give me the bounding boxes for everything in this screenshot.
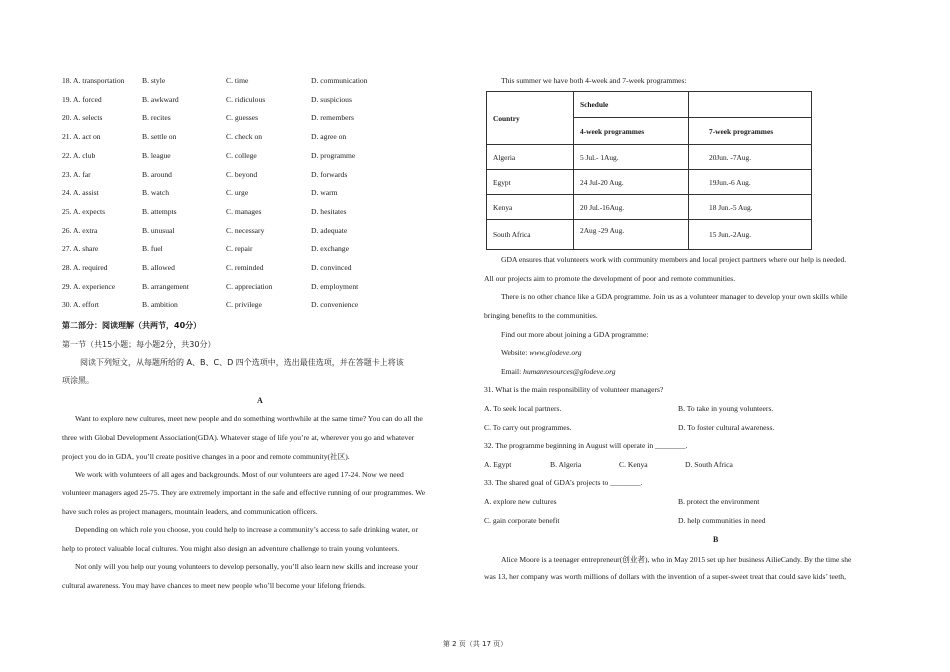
schedule-table bbox=[486, 91, 812, 250]
choice: A. To seek local partners. bbox=[484, 404, 562, 413]
passage-line: We work with volunteers of all ages and backgrounds. Most of our volunteers are aged 17-24. Now we need bbox=[75, 469, 404, 479]
empty-header-cell bbox=[689, 92, 812, 118]
subsection-title: 第一节（共15小题；每小题2分，共30分） bbox=[62, 340, 216, 349]
option-row: 19. A. forced B. awkward C. ridiculous D. suspicious bbox=[62, 94, 352, 104]
option-row: 29. A. experience B. arrangement C. appreciation D. employment bbox=[62, 281, 359, 291]
passage-line: Depending on which role you choose, you could help to increase a community’s access to safe drinking water, or bbox=[75, 525, 419, 534]
option-row: 27. A. share B. fuel C. repair D. exchange bbox=[62, 244, 349, 254]
option-row: 22. A. club B. league C. college D. programme bbox=[62, 150, 356, 160]
option-row: 28. A. required B. allowed C. reminded D. convinced bbox=[62, 263, 352, 272]
table-intro: This summer we have both 4-week and 7-week programmes: bbox=[501, 76, 687, 85]
passage-line: help to protect valuable local cultures. You might also design an adventure challenge to train young volunteers. bbox=[62, 543, 400, 553]
col-7week-header: 7-week programmes bbox=[689, 118, 812, 145]
paragraph-line: There is no other chance like a GDA programme. Join us as a volunteer manager to develop your own skills while bbox=[501, 292, 848, 301]
instruction: 项涂黑。 bbox=[62, 376, 94, 385]
schedule-header: Schedule bbox=[574, 92, 689, 118]
option-row: 24. A. assist B. watch C. urge D. warm bbox=[62, 188, 338, 198]
table-row: Algeria 5 Jul.- 1Aug. 20Jun. -7Aug. bbox=[487, 145, 812, 170]
passage-line: volunteer managers aged 25-75. They are extremely important in the safe and effective running of our programmes. We bbox=[62, 488, 426, 497]
passage-line: cultural awareness. You may have chances to meet new people who’ll become your lifelong friends. bbox=[62, 580, 366, 590]
choice: C. Kenya bbox=[619, 460, 648, 469]
choice: D. help communities in need bbox=[678, 516, 766, 525]
page-footer: 第 2 页（共 17 页） bbox=[442, 640, 508, 648]
paragraph-line: Find out more about joining a GDA programme: bbox=[501, 330, 649, 339]
option-row: 18. A. transportation B. style C. time D. communication bbox=[62, 76, 368, 85]
choice: A. Egypt bbox=[484, 460, 512, 469]
choice: B. To take in young volunteers. bbox=[678, 404, 774, 413]
choice: A. explore new cultures bbox=[484, 497, 557, 506]
question-33: 33. The shared goal of GDA’s projects to ________. bbox=[484, 478, 643, 487]
option-row: 20. A. selects B. recites C. guesses D. remembers bbox=[62, 113, 355, 123]
table-row: Egypt 24 Jul-20 Aug. 19Jun.-6 Aug. bbox=[487, 170, 812, 195]
col-4week-header: 4-week programmes bbox=[574, 118, 689, 145]
part-title: 第二部分：阅读理解（共两节，40分） bbox=[62, 321, 202, 330]
option-row: 23. A. far B. around C. beyond D. forwards bbox=[62, 169, 348, 179]
passage-line: Alice Moore is a teenager entrepreneur(创业者), who in May 2015 set up her business AilieCandy. By the time she bbox=[501, 555, 852, 564]
passage-line: Not only will you help our young volunteers to develop personally, you’ll also learn new skills and increase your bbox=[75, 562, 419, 571]
choice: D. To foster cultural awareness. bbox=[678, 423, 775, 432]
table-row: South Africa 2Aug -29 Aug. 15 Jun.-2Aug. bbox=[487, 220, 812, 250]
question-32: 32. The programme beginning in August will operate in ________. bbox=[484, 441, 688, 450]
passage-line: three with Global Development Association(GDA). Whatever stage of life you’re at, wherever you go and whatever bbox=[62, 432, 415, 442]
choice: B. Algeria bbox=[550, 460, 582, 469]
website-link[interactable]: www.glodeve.org bbox=[529, 348, 582, 357]
option-row: 26. A. extra B. unusual C. necessary D. adequate bbox=[62, 225, 348, 235]
passage-line: project you do in GDA, you’ll create positive changes in a poor and remote community(社区). bbox=[62, 452, 350, 461]
paragraph-line: GDA ensures that volunteers work with community members and local project partners where our help is needed. bbox=[501, 255, 847, 264]
choice: C. gain corporate benefit bbox=[484, 516, 560, 525]
question-31: 31. What is the main responsibility of volunteer managers? bbox=[484, 385, 664, 394]
country-header: Country bbox=[487, 92, 574, 145]
choice: B. protect the environment bbox=[678, 497, 760, 506]
paragraph-line: bringing benefits to the communities. bbox=[484, 311, 598, 320]
email-line: Email: humanresources@glodeve.org bbox=[501, 367, 616, 376]
table-row: Kenya 20 Jul.-16Aug. 18 Jun.-5 Aug. bbox=[487, 195, 812, 220]
website-line: Website: www.glodeve.org bbox=[501, 348, 582, 357]
email-link[interactable]: humanresources@glodeve.org bbox=[523, 367, 616, 376]
choice: D. South Africa bbox=[685, 460, 733, 469]
choice: C. To carry out programmes. bbox=[484, 423, 572, 432]
option-row: 30. A. effort B. ambition C. privilege D. convenience bbox=[62, 300, 359, 310]
option-row: 21. A. act on B. settle on C. check on D. agree on bbox=[62, 132, 347, 142]
passage-line: Want to explore new cultures, meet new people and do something worthwhile at the same time? You can do all the bbox=[75, 414, 423, 423]
paragraph-line: All our projects aim to promote the development of poor and remote communities. bbox=[484, 274, 736, 283]
passage-line: was 13, her company was worth millions of dollars with the invention of a super-sweet treat that could save kids’ teeth, bbox=[484, 572, 847, 581]
option-row: 25. A. expects B. attempts C. manages D. hesitates bbox=[62, 206, 347, 216]
instruction: 阅读下列短文，从每题所给的 A、B、C、D 四个选项中，选出最佳选项，并在答题卡上将该 bbox=[80, 358, 404, 367]
passage-line: have such roles as project managers, mountain leaders, and communication officers. bbox=[62, 506, 318, 516]
passage-letter: A bbox=[257, 396, 263, 405]
passage-letter: B bbox=[713, 535, 719, 544]
